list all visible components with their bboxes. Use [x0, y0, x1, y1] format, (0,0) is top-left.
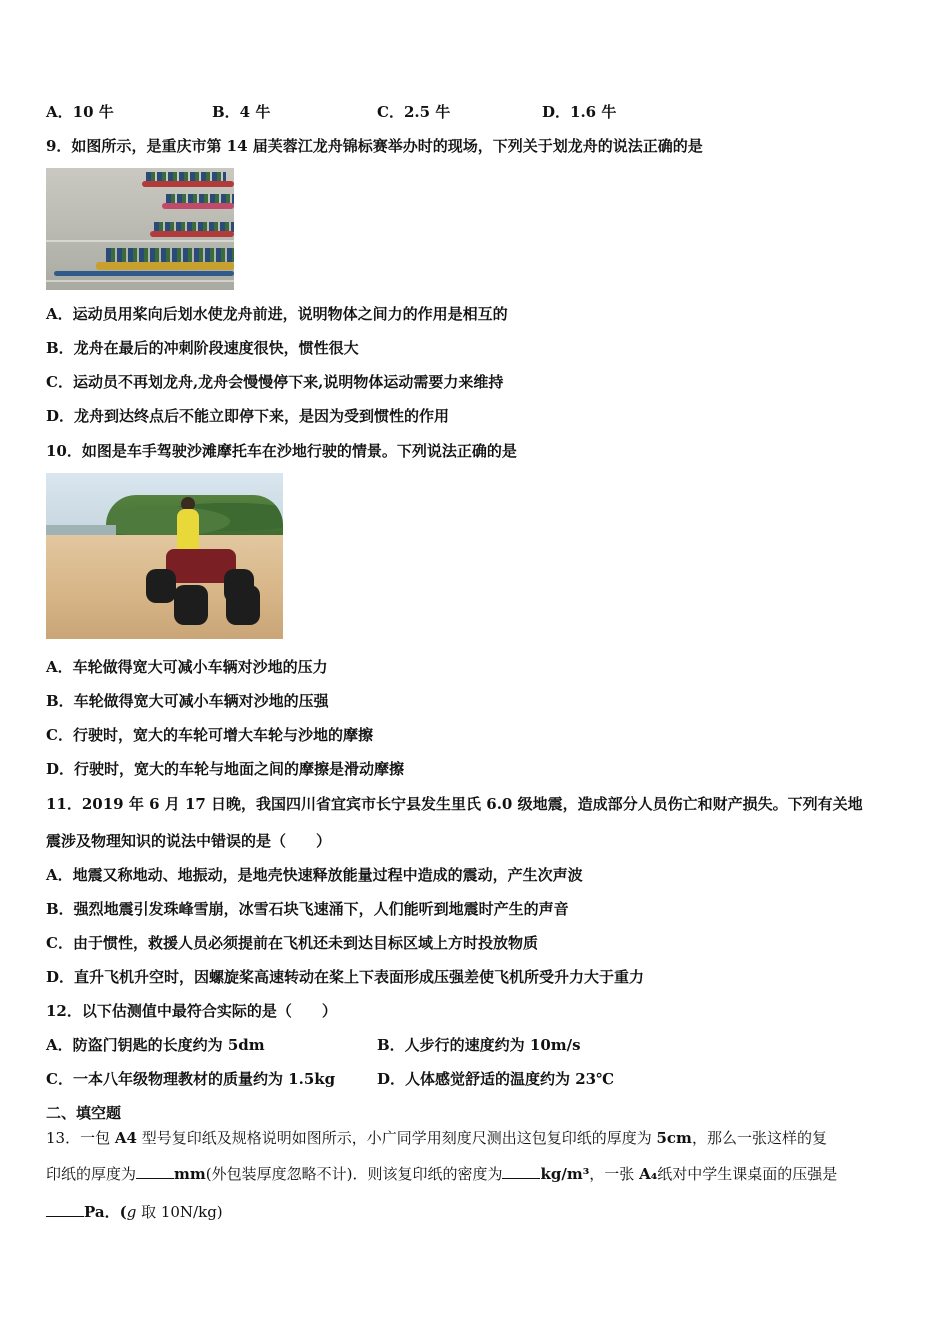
q9-option-a: A．运动员用桨向后划水使龙舟前进，说明物体之间力的作用是相互的: [46, 305, 508, 323]
q8-option-c: C．2.5 牛: [377, 103, 451, 121]
q12-option-b: B．人步行的速度约为 10m/s: [377, 1036, 581, 1054]
q10-option-c: C．行驶时，宽大的车轮可增大车轮与沙地的摩擦: [46, 726, 373, 744]
q13-blank-3[interactable]: [46, 1202, 84, 1217]
q13-blank-1[interactable]: [136, 1164, 174, 1179]
q8-option-b: B．4 牛: [212, 103, 271, 121]
q9-option-c: C．运动员不再划龙舟,龙舟会慢慢停下来,说明物体运动需要力来维持: [46, 373, 504, 391]
q10-stem: 10．如图是车手驾驶沙滩摩托车在沙地行驶的情景。下列说法正确的是: [46, 442, 517, 460]
q9-option-d: D．龙舟到达终点后不能立即停下来，是因为受到惯性的作用: [46, 407, 450, 425]
q10-option-a: A．车轮做得宽大可减小车辆对沙地的压力: [46, 658, 328, 676]
q13-line1: 13．一包 A4 型号复印纸及规格说明如图所示，小广同学用刻度尺测出这包复印纸的厚度为 5cm，那么一张这样的复: [46, 1129, 827, 1147]
q11-option-c: C．由于惯性，救援人员必须提前在飞机还未到达目标区域上方时投放物质: [46, 934, 538, 952]
q11-option-a: A．地震又称地动、地振动，是地壳快速释放能量过程中造成的震动，产生次声波: [46, 866, 583, 884]
q10-option-b: B．车轮做得宽大可减小车辆对沙地的压强: [46, 692, 329, 710]
q11-option-d: D．直升飞机升空时，因螺旋桨高速转动在桨上下表面形成压强差使飞机所受升力大于重力: [46, 968, 645, 986]
section-heading-fill-in: 二、填空题: [46, 1104, 122, 1122]
q12-option-d: D．人体感觉舒适的温度约为 23℃: [377, 1070, 615, 1088]
q12-option-a: A．防盗门钥匙的长度约为 5dm: [46, 1036, 265, 1054]
q8-option-a: A．10 牛: [46, 103, 114, 121]
q12-stem: 12．以下估测值中最符合实际的是（ ）: [46, 1002, 337, 1020]
q12-option-c: C．一本八年级物理教材的质量约为 1.5kg: [46, 1070, 336, 1088]
q9-option-b: B．龙舟在最后的冲刺阶段速度很快，惯性很大: [46, 339, 359, 357]
q13-blank-2[interactable]: [502, 1164, 540, 1179]
dragon-boat-photo: [46, 168, 234, 290]
q13-line2: 印纸的厚度为 mm(外包装厚度忽略不计)．则该复印纸的密度为 kg/m³，一张 A₄纸对中学生课桌面的压强是: [46, 1165, 838, 1183]
q13-line3: Pa．(g 取 10N/kg): [46, 1202, 223, 1222]
q11-stem-line1: 11．2019 年 6 月 17 日晚，我国四川省宜宾市长宁县发生里氏 6.0 级地震，造成部分人员伤亡和财产损失。下列有关地: [46, 795, 863, 813]
beach-atv-photo: [46, 473, 283, 639]
q11-option-b: B．强烈地震引发珠峰雪崩，冰雪石块飞速涌下，人们能听到地震时产生的声音: [46, 900, 569, 918]
q8-option-d: D．1.6 牛: [542, 103, 617, 121]
q11-stem-line2: 震涉及物理知识的说法中错误的是（ ）: [46, 832, 332, 850]
q9-stem: 9．如图所示，是重庆市第 14 届芙蓉江龙舟锦标赛举办时的现场，下列关于划龙舟的说法正确的是: [46, 137, 703, 155]
q10-option-d: D．行驶时，宽大的车轮与地面之间的摩擦是滑动摩擦: [46, 760, 405, 778]
